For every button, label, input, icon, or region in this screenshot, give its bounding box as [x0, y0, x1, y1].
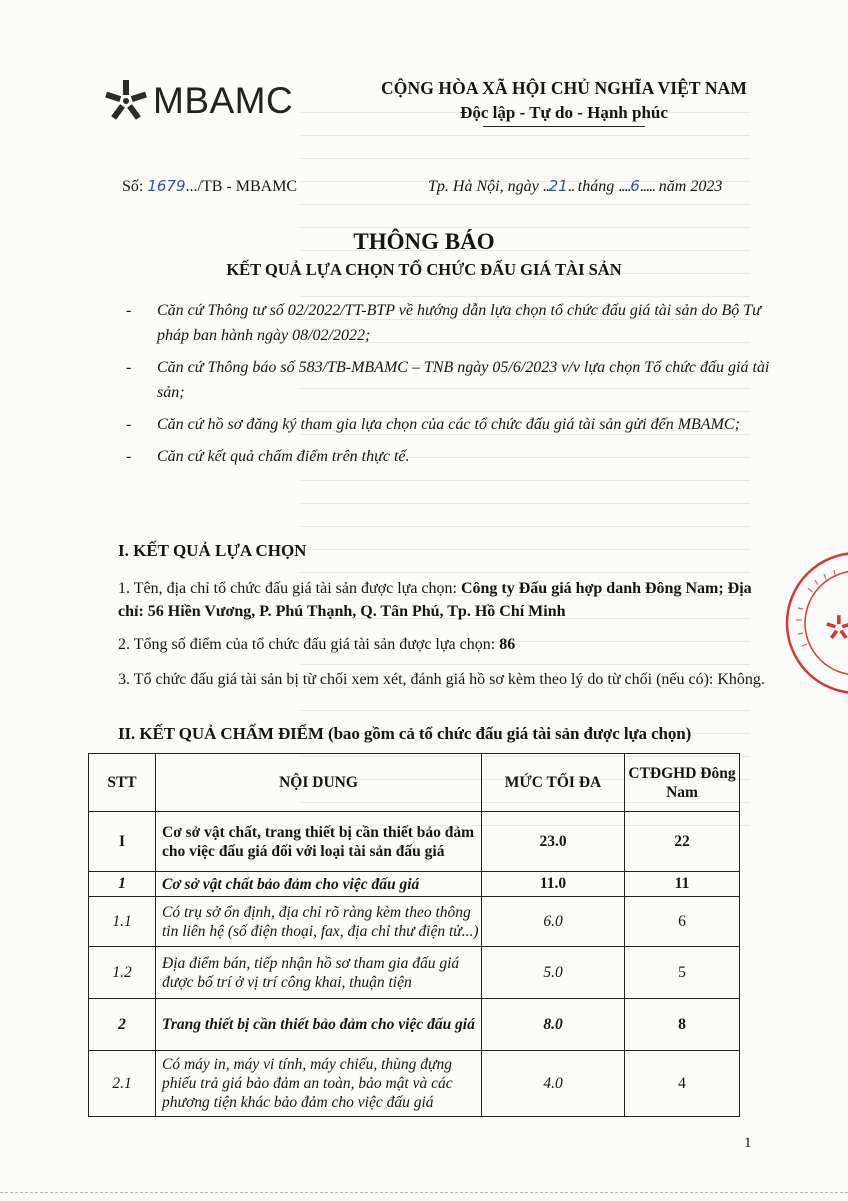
red-seal-stamp-icon — [782, 548, 848, 698]
doc-number-suffix: .../TB - MBAMC — [185, 178, 298, 195]
cell-score: 5 — [625, 947, 740, 999]
legal-basis-item: - Căn cứ hồ sơ đăng ký tham gia lựa chọn của các tổ chức đấu giá tài sản gửi đến MBAMC; — [120, 412, 770, 437]
star-logo-icon — [103, 78, 149, 124]
table-row — [89, 897, 740, 947]
cell-max: 23.0 — [482, 812, 625, 872]
cell-score: 8 — [625, 999, 740, 1051]
cell-content: Địa điểm bán, tiếp nhận hồ sơ tham gia đấu giá được bố trí ở vị trí công khai, thuận tiện — [156, 947, 482, 999]
cell-score: 4 — [625, 1051, 740, 1117]
table-row — [89, 872, 740, 897]
cell-content: Có trụ sở ổn định, địa chỉ rõ ràng kèm theo thông tin liên hệ (số điện thoại, fax, địa chỉ thư điện tử...) — [156, 897, 482, 947]
cell-content: Có máy in, máy vi tính, máy chiếu, thùng đựng phiếu trả giá bảo đảm an toàn, bảo mật và các phương tiện khác bảo đảm cho việc đấu giá — [156, 1051, 482, 1117]
table-row — [89, 999, 740, 1051]
table-header-row — [89, 754, 740, 812]
legal-basis-item: - Căn cứ kết quả chấm điểm trên thực tế. — [120, 444, 770, 469]
logo-text: MBAMC — [153, 80, 294, 121]
table-row — [89, 947, 740, 999]
cell-max: 4.0 — [482, 1051, 625, 1117]
cell-stt: 2 — [89, 999, 156, 1051]
page-number: 1 — [744, 1135, 752, 1151]
cell-max: 6.0 — [482, 897, 625, 947]
selected-organization — [118, 577, 768, 623]
cell-content: Cơ sở vật chất bảo đảm cho việc đấu giá — [156, 872, 482, 897]
date-day: 21 — [548, 177, 568, 195]
item2-label: 2. Tổng số điểm của tổ chức đấu giá tài sản được lựa chọn: — [118, 636, 500, 653]
national-header — [372, 78, 756, 127]
total-score — [118, 633, 768, 656]
cell-score: 22 — [625, 812, 740, 872]
company-logo — [103, 78, 293, 124]
cell-content: Cơ sở vật chất, trang thiết bị cần thiết bảo đảm cho việc đấu giá đối với loại tài sản đấu giá — [156, 812, 482, 872]
cell-stt: 1 — [89, 872, 156, 897]
legal-basis-item: - Căn cứ Thông báo số 583/TB-MBAMC – TNB ngày 05/6/2023 v/v lựa chọn Tổ chức đấu giá tài sản; — [120, 355, 770, 405]
document-title: THÔNG BÁO — [353, 229, 495, 254]
doc-number-prefix: Số: — [122, 178, 148, 195]
cell-max: 11.0 — [482, 872, 625, 897]
cell-stt: 2.1 — [89, 1051, 156, 1117]
document-subtitle: KẾT QUẢ LỰA CHỌN TỔ CHỨC ĐẤU GIÁ TÀI SẢN — [226, 260, 622, 279]
year-label: năm 2023 — [654, 178, 723, 195]
item1-label: 1. Tên, địa chỉ tổ chức đấu giá tài sản được lựa chọn: — [118, 580, 461, 597]
legal-basis-item: - Căn cứ Thông tư số 02/2022/TT-BTP về hướng dẫn lựa chọn tổ chức đấu giá tài sản do Bộ Tư pháp ban hành ngày 08/02/2022; — [120, 298, 770, 348]
table-row — [89, 812, 740, 872]
national-title: CỘNG HÒA XÃ HỘI CHỦ NGHĨA VIỆT NAM — [381, 78, 747, 98]
rejected-organizations: 3. Tổ chức đấu giá tài sản bị từ chối xem xét, đánh giá hồ sơ kèm theo lý do từ chối (nếu có): Không. — [118, 671, 765, 688]
cell-content: Trang thiết bị cần thiết bảo đảm cho việc đấu giá — [156, 999, 482, 1051]
section-2-heading: II. KẾT QUẢ CHẤM ĐIỂM (bao gồm cả tổ chức đấu giá tài sản được lựa chọn) — [118, 724, 692, 743]
document-number — [122, 177, 297, 196]
doc-number-handwritten: 1679 — [147, 177, 186, 195]
item2-value: 86 — [499, 636, 516, 653]
motto-underline — [483, 126, 645, 127]
cell-score: 11 — [625, 872, 740, 897]
cell-max: 8.0 — [482, 999, 625, 1051]
place-date: Tp. Hà Nội, ngày ..21.. tháng ....6..... năm 2023 — [428, 177, 723, 195]
national-motto: Độc lập - Tự do - Hạnh phúc — [460, 103, 668, 122]
cell-stt: 1.1 — [89, 897, 156, 947]
score-table — [88, 753, 740, 1117]
header-stt: STT — [89, 754, 156, 812]
cell-score: 6 — [625, 897, 740, 947]
header-content: NỘI DUNG — [156, 754, 482, 812]
cell-stt: I — [89, 812, 156, 872]
table-row — [89, 1051, 740, 1117]
cell-max: 5.0 — [482, 947, 625, 999]
cell-stt: 1.2 — [89, 947, 156, 999]
item1-value: Công ty Đấu giá hợp danh Đông Nam; Địa chỉ: 56 Hiền Vương, P. Phú Thạnh, Q. Tân Phú, Tp. Hồ Chí Minh — [118, 580, 752, 620]
legal-bases-list — [120, 298, 770, 476]
section-1-heading: I. KẾT QUẢ LỰA CHỌN — [118, 541, 307, 560]
month-label: tháng — [573, 178, 619, 195]
header-max: MỨC TỐI ĐA — [482, 754, 625, 812]
place-text: Tp. Hà Nội, ngày — [428, 178, 543, 195]
header-score: CTĐGHD Đông Nam — [625, 754, 740, 812]
date-month: 6 — [630, 177, 640, 195]
